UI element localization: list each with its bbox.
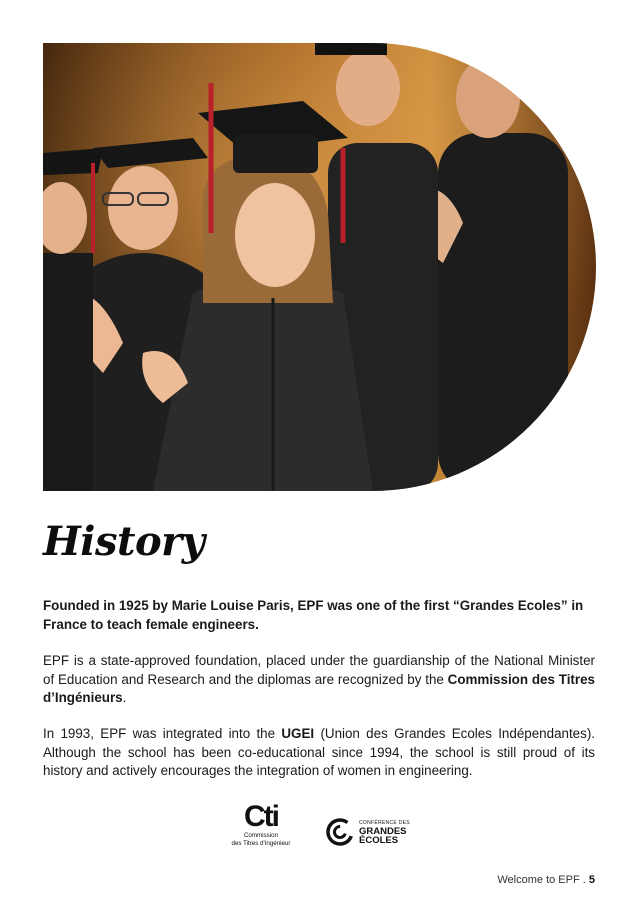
cti-name-bold: Commission des Titres d’Ingénieurs [43,671,595,705]
foundation-text: EPF is a state-approved foundation, placed under the guardianship of the National Minister of Education and Research and the diplomas are recognized by the [43,653,595,687]
ugei-text: In 1993, EPF was integrated into the [43,726,282,741]
ugei-text-end: (Union des Grandes Ecoles Indépendantes). Although the school has been co-educational since 1994, the school is still proud of its history and actively encourages the integration of women in engineering. [43,726,596,778]
cge-logo-line2: GRANDES [359,825,407,837]
page-number: 5 [588,874,595,886]
cti-logo [225,802,297,847]
foundation-paragraph [43,652,595,708]
ugei-paragraph [43,725,595,781]
cti-logo-line2: des Titres d'Ingénieur [231,839,291,847]
cge-logo [326,818,410,846]
cge-logo-line3: ÉCOLES [359,834,399,846]
ugei-bold: UGEI [281,726,315,741]
cti-logo-line1: Commission [243,832,279,839]
cge-logo-line1: CONFÉRENCE DES [359,819,410,826]
foundation-text-end: . [122,690,127,705]
page-title: History [43,518,205,565]
page-footer [497,874,595,886]
graduation-photo-illustration [43,43,596,491]
footer-label: Welcome to EPF [497,874,580,886]
footer-separator: . [579,874,589,886]
graduation-photo [43,43,596,491]
intro-paragraph: Founded in 1925 by Marie Louise Paris, EPF was one of the first “Grandes Ecoles” in France to teach female engineers. [43,598,584,632]
cge-logo-icon [326,818,354,846]
cti-logo-mark: Cti [244,800,278,833]
